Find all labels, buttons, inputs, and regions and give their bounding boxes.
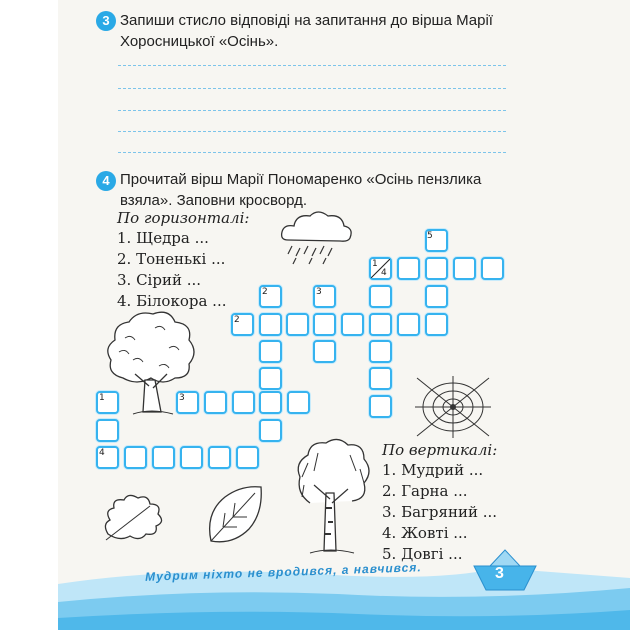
clue-number: 4	[99, 448, 105, 458]
answer-line[interactable]	[118, 88, 506, 89]
horizontal-clue: 3. Сірий ...	[117, 271, 202, 289]
page-number: 3	[495, 565, 504, 582]
tree-icon	[103, 308, 198, 420]
crossword-cell[interactable]	[259, 419, 282, 442]
task-4-text: Прочитай вірш Марії Пономаренко «Осінь пензлика взяла». Заповни кросворд.	[120, 171, 482, 209]
vertical-clue: 5. Довгі ...	[382, 545, 463, 563]
footer-wave	[58, 548, 630, 630]
crossword-cell[interactable]	[369, 313, 392, 336]
horizontal-clue: 1. Щедра ...	[117, 229, 209, 247]
task-3-text: Запиши стисло відповіді на запитання до вірша Марії Хоросницької «Осінь».	[120, 12, 493, 50]
crossword-cell[interactable]	[369, 285, 392, 308]
crossword-cell[interactable]	[453, 257, 476, 280]
crossword-cell[interactable]	[425, 257, 448, 280]
task-4-badge: 4	[96, 171, 116, 191]
clue-number: 3	[316, 287, 322, 297]
crossword-cell[interactable]	[124, 446, 147, 469]
crossword-cell[interactable]	[236, 446, 259, 469]
horizontal-clue: 4. Білокора ...	[117, 292, 227, 310]
clue-number: 4	[381, 268, 387, 278]
crossword-cell[interactable]	[369, 367, 392, 390]
crossword-cell[interactable]	[232, 391, 255, 414]
horizontal-clue: 2. Тоненькі ...	[117, 250, 226, 268]
birch-icon	[290, 433, 375, 558]
horizontal-title: По горизонталі:	[117, 209, 250, 227]
paper-boat-icon	[470, 548, 540, 598]
leaf-icon	[100, 490, 170, 545]
crossword-cell[interactable]	[313, 313, 336, 336]
crossword-cell[interactable]	[180, 446, 203, 469]
crossword-cell[interactable]	[208, 446, 231, 469]
clue-number: 2	[262, 287, 268, 297]
crossword-cell[interactable]	[397, 313, 420, 336]
footer-proverb: Мудрим ніхто не вродився, а навчився.	[144, 560, 422, 584]
crossword-cell[interactable]	[369, 340, 392, 363]
crossword-cell[interactable]	[425, 313, 448, 336]
vertical-clue: 4. Жовті ...	[382, 524, 468, 542]
rain-cloud-icon	[278, 208, 358, 268]
crossword-cell[interactable]	[397, 257, 420, 280]
task-3-badge: 3	[96, 11, 116, 31]
crossword-cell[interactable]	[369, 395, 392, 418]
crossword-cell[interactable]	[259, 367, 282, 390]
answer-line[interactable]	[118, 131, 506, 132]
answer-line[interactable]	[118, 152, 506, 153]
spider-web-icon	[413, 374, 493, 440]
crossword-cell[interactable]	[152, 446, 175, 469]
crossword-cell[interactable]	[259, 340, 282, 363]
clue-number: 2	[234, 315, 240, 325]
crossword-cell[interactable]	[259, 391, 282, 414]
crossword-cell[interactable]	[341, 313, 364, 336]
crossword-cell[interactable]	[313, 340, 336, 363]
clue-number: 3	[179, 393, 185, 403]
crossword-cell[interactable]	[259, 313, 282, 336]
clue-number: 1	[99, 393, 105, 403]
crossword-cell[interactable]	[287, 391, 310, 414]
crossword-cell[interactable]	[481, 257, 504, 280]
clue-number: 1	[372, 259, 378, 269]
vertical-title: По вертикалі:	[382, 441, 498, 459]
vertical-clue: 3. Багряний ...	[382, 503, 498, 521]
crossword-cell[interactable]	[96, 419, 119, 442]
answer-line[interactable]	[118, 65, 506, 66]
vertical-clue: 1. Мудрий ...	[382, 461, 484, 479]
diagonal-divider	[371, 259, 390, 278]
crossword-cell[interactable]	[286, 313, 309, 336]
crossword-cell[interactable]	[425, 285, 448, 308]
clue-number: 5	[427, 231, 433, 241]
crossword-cell[interactable]	[204, 391, 227, 414]
answer-line[interactable]	[118, 110, 506, 111]
vertical-clue: 2. Гарна ...	[382, 482, 468, 500]
leaf-icon	[205, 483, 267, 548]
